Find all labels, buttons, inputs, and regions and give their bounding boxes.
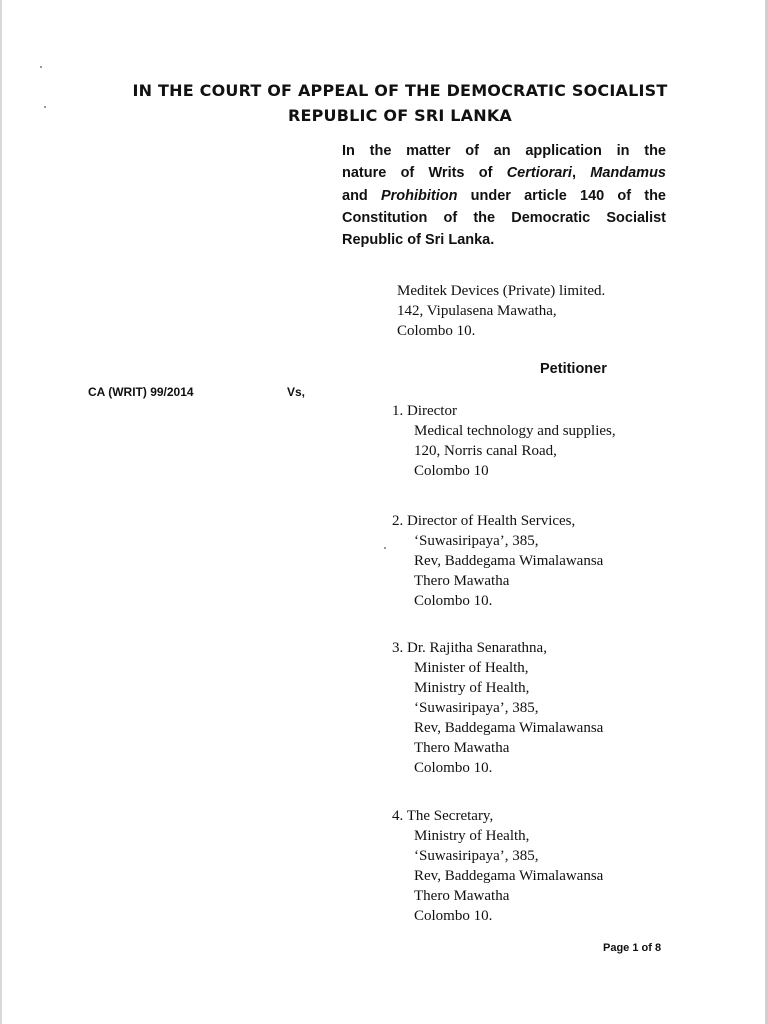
respondent-line: ‘Suwasiripaya’, 385,: [414, 700, 539, 716]
petitioner-city: Colombo 10.: [397, 323, 476, 339]
respondent-line: Thero Mawatha: [414, 740, 510, 756]
petitioner-street: 142, Vipulasena Mawatha,: [397, 303, 557, 319]
respondent-number: 1.: [392, 403, 404, 419]
petitioner-address: [397, 281, 605, 341]
respondent-line: 120, Norris canal Road,: [414, 443, 557, 459]
matter-paragraph: [342, 140, 666, 251]
respondent-line: Colombo 10: [414, 463, 489, 479]
respondent-line: Rev, Baddegama Wimalawansa: [414, 720, 604, 736]
respondent-title: Director of Health Services,: [407, 513, 576, 529]
respondent-4: [392, 806, 603, 926]
respondent-line: Thero Mawatha: [414, 888, 510, 904]
respondent-line: Rev, Baddegama Wimalawansa: [414, 868, 604, 884]
matter-line-4: Constitution of the Democratic Socialist: [342, 209, 666, 226]
respondent-line: Colombo 10.: [414, 593, 493, 609]
respondent-line: Colombo 10.: [414, 760, 493, 776]
court-title-line2: REPUBLIC OF SRI LANKA: [287, 106, 513, 125]
page-edge-left: [0, 0, 2, 1024]
respondent-number: 4.: [392, 808, 404, 824]
versus-label: Vs,: [287, 385, 306, 399]
page-number: Page 1 of 8: [603, 942, 662, 954]
respondent-line: ‘Suwasiripaya’, 385,: [414, 533, 539, 549]
matter-line-3: and Prohibition under article 140 of the: [342, 187, 666, 204]
scan-speck: [40, 66, 42, 68]
scan-speck: [384, 547, 386, 549]
respondent-line: Rev, Baddegama Wimalawansa: [414, 553, 604, 569]
respondent-line: Minister of Health,: [414, 660, 529, 676]
court-title-line1: IN THE COURT OF APPEAL OF THE DEMOCRATIC SOCIALIST: [132, 81, 668, 100]
respondent-title: The Secretary,: [406, 808, 494, 824]
respondent-number: 3.: [392, 640, 404, 656]
respondent-line: Ministry of Health,: [414, 828, 530, 844]
matter-line-2: nature of Writs of Certiorari, Mandamus: [342, 165, 666, 182]
scan-speck: [44, 106, 46, 108]
matter-line-1: In the matter of an application in the: [342, 143, 666, 159]
respondent-1: [392, 401, 616, 481]
respondent-title: Dr. Rajitha Senarathna,: [407, 640, 547, 656]
matter-line-5: Republic of Sri Lanka.: [342, 232, 495, 249]
case-number: CA (WRIT) 99/2014: [88, 385, 194, 399]
respondent-2: [392, 511, 603, 611]
respondent-3: [392, 638, 603, 778]
respondent-line: Colombo 10.: [414, 908, 493, 924]
respondent-title: Director: [407, 403, 457, 419]
respondent-line: Ministry of Health,: [414, 680, 530, 696]
petitioner-role: Petitioner: [540, 361, 607, 377]
petitioner-name: Meditek Devices (Private) limited.: [397, 283, 606, 299]
respondent-line: ‘Suwasiripaya’, 385,: [414, 848, 539, 864]
respondent-line: Medical technology and supplies,: [414, 423, 616, 439]
respondent-number: 2.: [392, 513, 404, 529]
respondent-line: Thero Mawatha: [414, 573, 510, 589]
